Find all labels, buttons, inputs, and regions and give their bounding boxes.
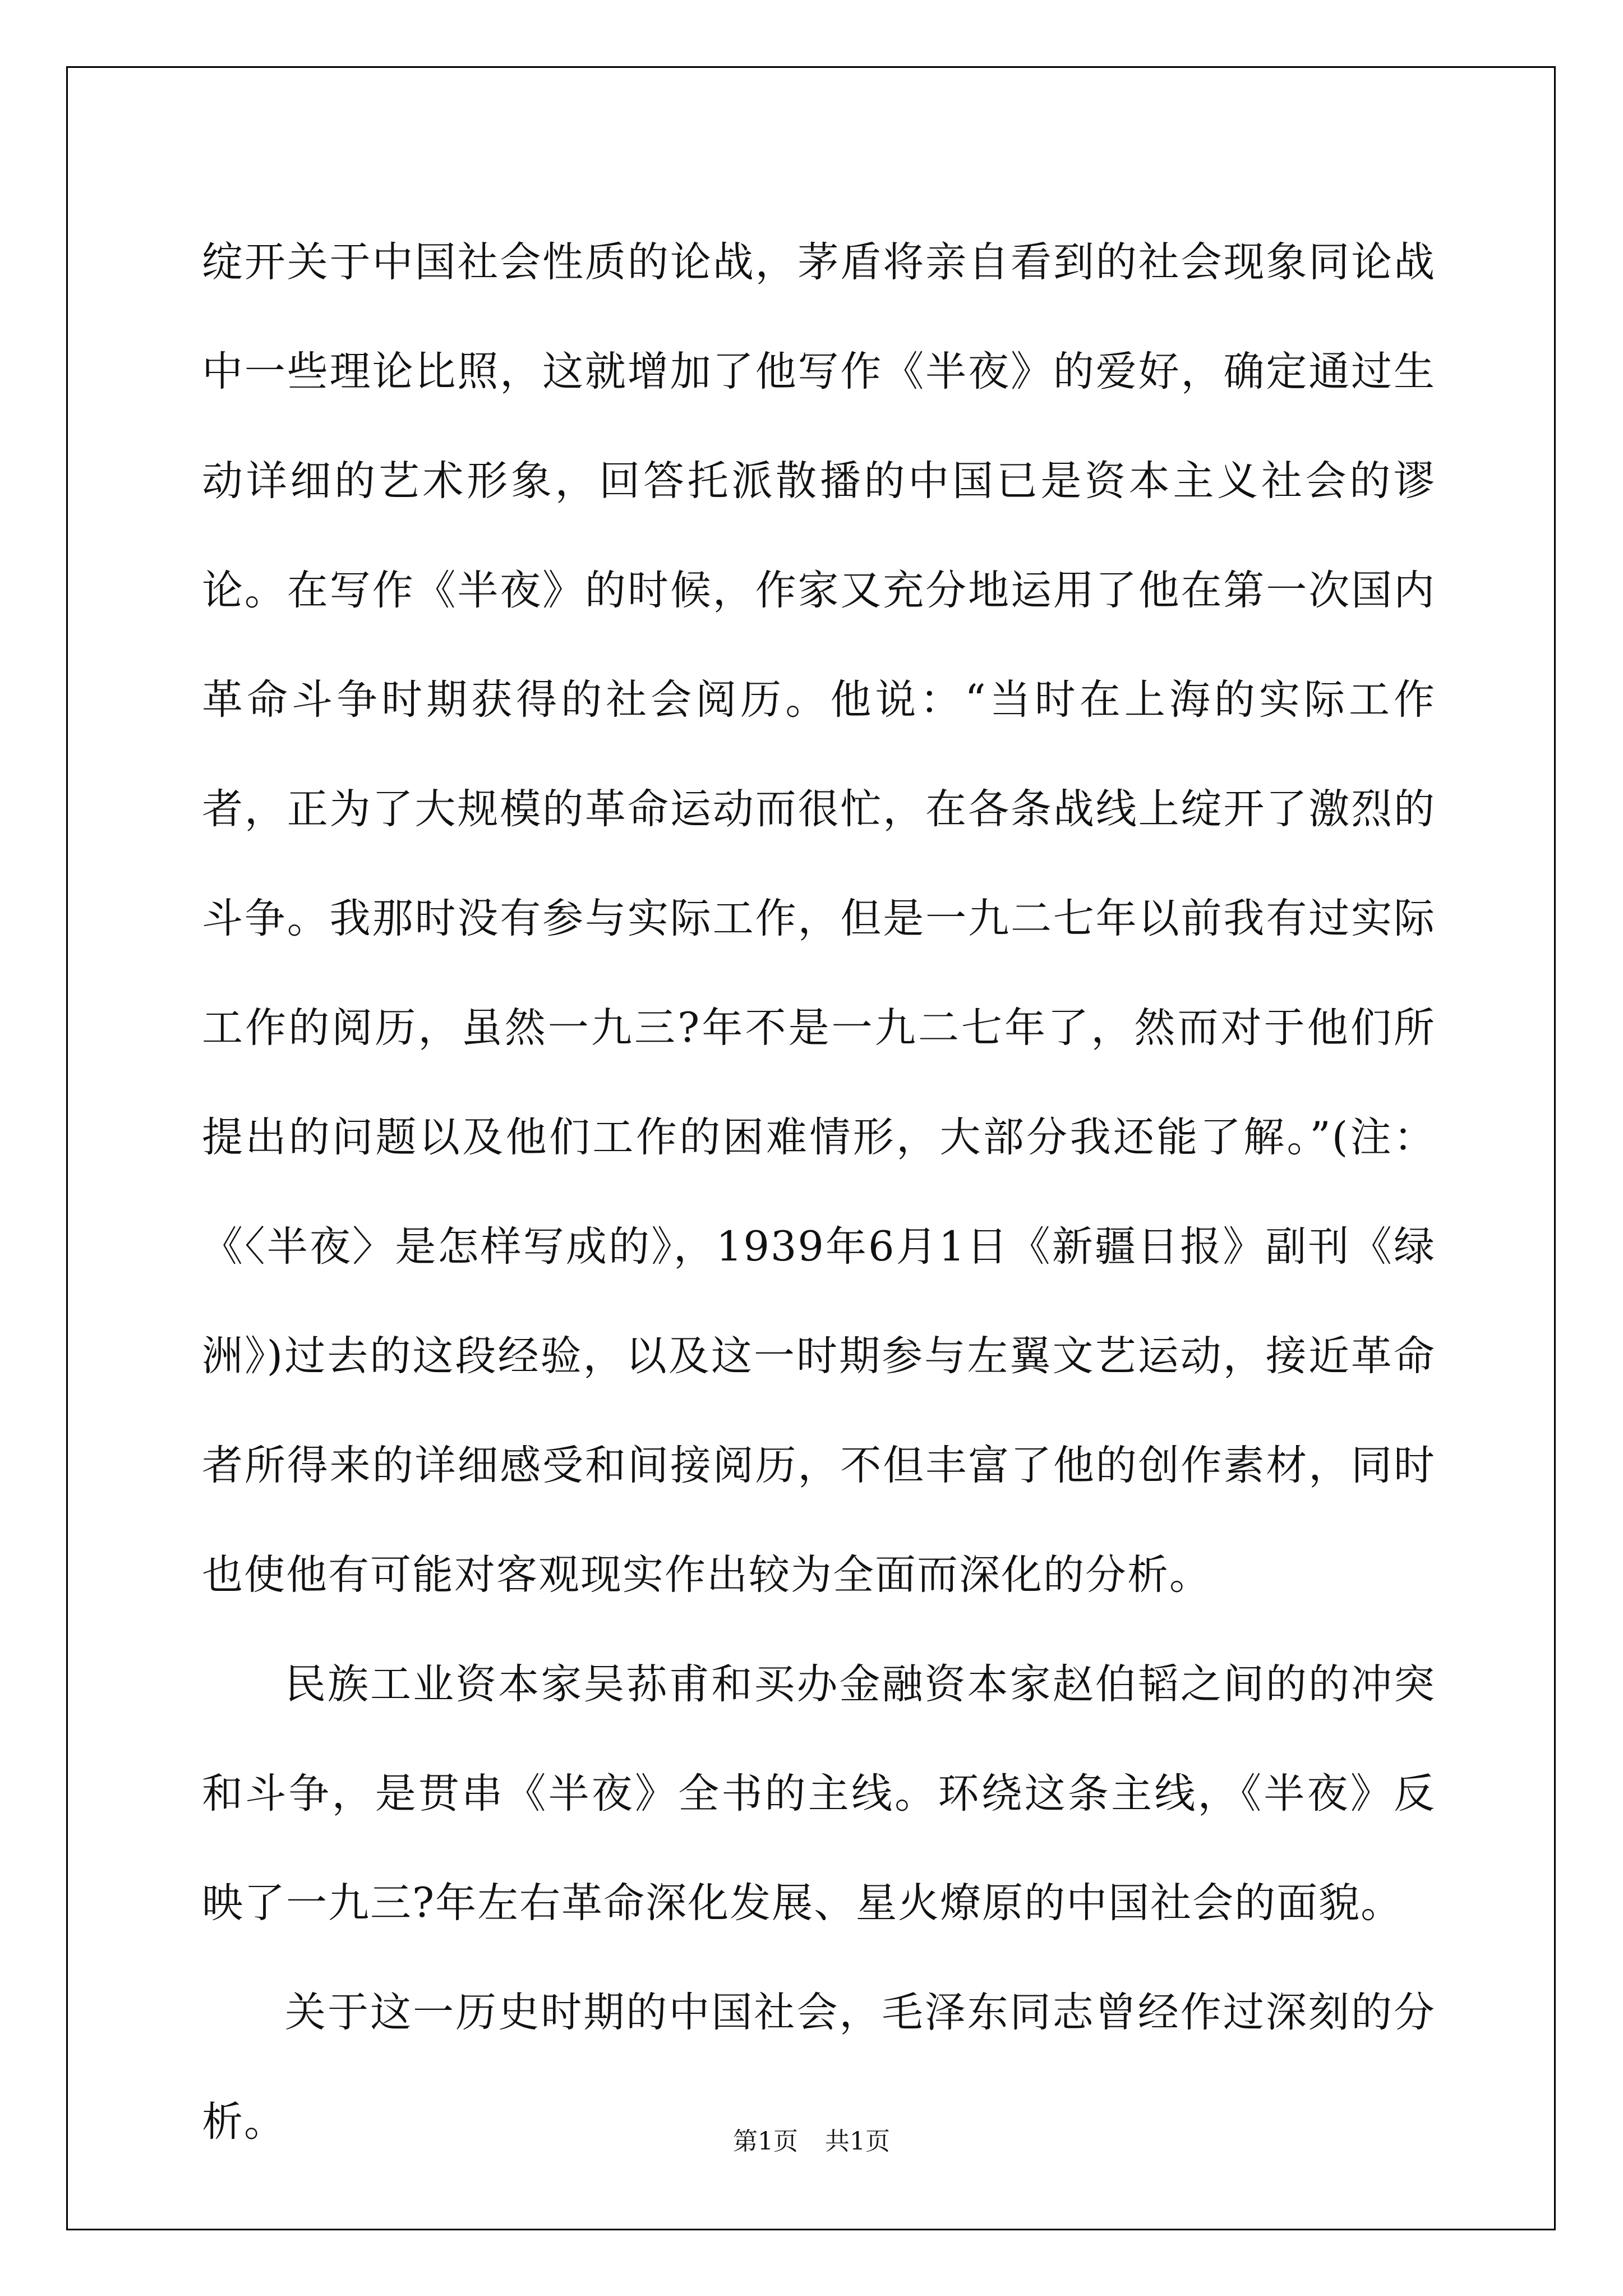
paragraph-2: 民族工业资本家吴荪甫和买办金融资本家赵伯韬之间的的冲突和斗争，是贯串《半夜》全书的主线。环绕这条主线，《半夜》反映了一九三?年左右革命深化发展、星火燎原的中国社会的面貌。	[202, 1660, 1436, 1927]
page-footer	[0, 2125, 1623, 2159]
paragraph-1: 绽开关于中国社会性质的论战，茅盾将亲自看到的社会现象同论战中一些理论比照，这就增加了他写作《半夜》的爱好，确定通过生动详细的艺术形象，回答托派散播的中国已是资本主义社会的谬论。在写作《半夜》的时候，作家又充分地运用了他在第一次国内革命斗争时期获得的社会阅历。他说：“当时在上海的实际工作者，正为了大规模的革命运动而很忙，在各条战线上绽开了激烈的斗争。我那时没有参与实际工作，但是一九二七年以前我有过实际工作的阅历，虽然一九三?年不是一九二七年了，然而对于他们所提出的问题以及他们工作的困难情形，大部分我还能了解。”(注：《〈半夜〉是怎样写成的》，1939年6月1日《新疆日报》副刊《绿洲》)过去的这段经验，以及这一时期参与左翼文艺运动，接近革命者所得来的详细感受和间接阅历，不但丰富了他的创作素材，同时也使他有可能对客观现实作出较为全面而深化的分析。	[202, 238, 1436, 1599]
page-number: 第1页	[733, 2127, 798, 2156]
document-body	[202, 208, 1436, 2177]
paragraph-3: 关于这一历史时期的中国社会，毛泽东同志曾经作过深刻的分析。	[202, 1989, 1436, 2146]
page-total: 共1页	[825, 2127, 890, 2156]
